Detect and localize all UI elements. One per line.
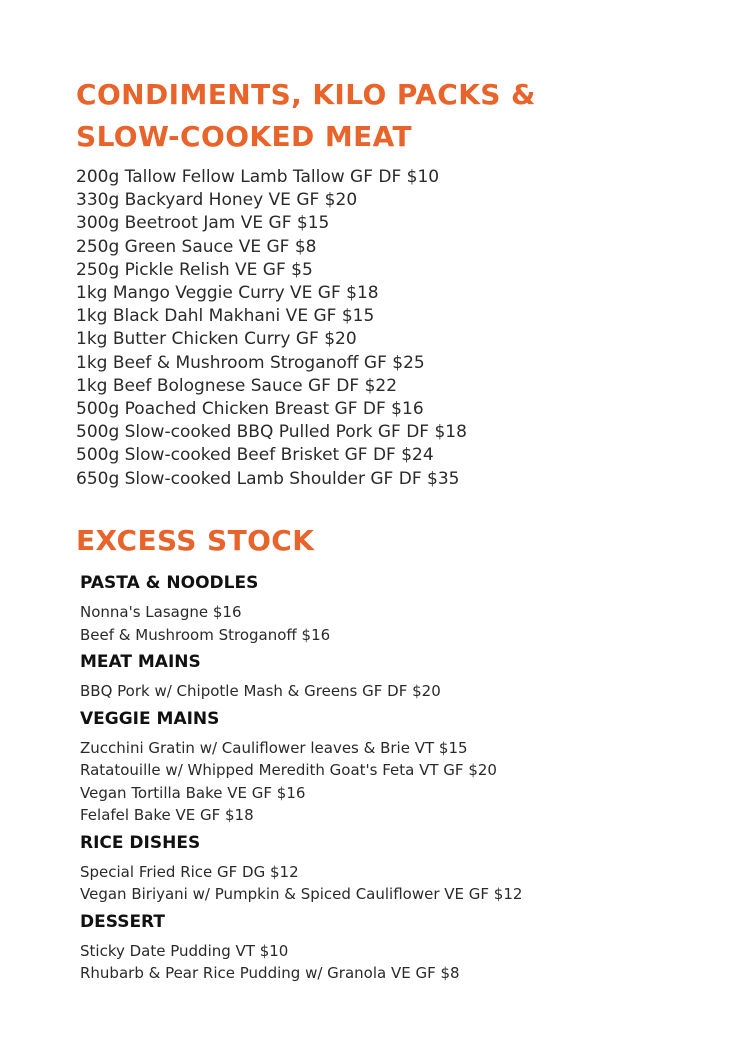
condiment-item: 250g Pickle Relish VE GF $5	[76, 259, 313, 280]
category-meat-mains	[80, 647, 720, 703]
condiments-title-line-1: CONDIMENTS, KILO PACKS &	[76, 78, 536, 111]
menu-item: BBQ Pork w/ Chipotle Mash & Greens GF DF $20	[80, 682, 441, 700]
excess-stock-section-title: EXCESS STOCK	[76, 524, 315, 557]
category-veggie-mains	[80, 704, 720, 827]
category-heading: RICE DISHES	[80, 832, 201, 853]
condiment-item: 300g Beetroot Jam VE GF $15	[76, 213, 330, 234]
condiment-item: 500g Poached Chicken Breast GF DF $16	[76, 399, 424, 420]
menu-item: Nonna's Lasagne $16	[80, 603, 242, 621]
category-heading: PASTA & NOODLES	[80, 573, 259, 593]
menu-item: Vegan Tortilla Bake VE GF $16	[80, 783, 306, 802]
condiment-item: 1kg Mango Veggie Curry VE GF $18	[76, 283, 379, 304]
category-item-list	[80, 601, 720, 646]
condiment-item: 1kg Butter Chicken Curry GF $20	[76, 329, 357, 350]
condiment-item: 1kg Black Dahl Makhani VE GF $15	[76, 306, 375, 327]
condiment-item: 500g Slow-cooked Beef Brisket GF DF $24	[76, 445, 434, 466]
category-pasta-noodles	[80, 568, 720, 646]
category-heading: VEGGIE MAINS	[80, 708, 220, 729]
menu-item: Vegan Biriyani w/ Pumpkin & Spiced Cauliflower VE GF $12	[80, 885, 523, 903]
category-item-list	[80, 680, 720, 703]
category-heading: DESSERT	[80, 911, 165, 932]
condiment-item: 200g Tallow Fellow Lamb Tallow GF DF $10	[76, 167, 440, 187]
menu-item: Ratatouille w/ Whipped Meredith Goat's Feta VT GF $20	[80, 761, 497, 779]
category-heading: MEAT MAINS	[80, 652, 201, 672]
category-rice-dishes	[80, 828, 720, 906]
condiment-item: 1kg Beef Bolognese Sauce GF DF $22	[76, 375, 398, 396]
category-item-list	[80, 737, 720, 827]
menu-item: Beef & Mushroom Stroganoff $16	[80, 625, 331, 644]
excess-stock-section	[80, 568, 720, 986]
category-item-list	[80, 940, 720, 985]
condiment-item: 330g Backyard Honey VE GF $20	[76, 190, 358, 211]
menu-item: Sticky Date Pudding VT $10	[80, 941, 289, 960]
category-dessert	[80, 907, 720, 985]
menu-item: Special Fried Rice GF DG $12	[80, 862, 299, 881]
condiment-item: 1kg Beef & Mushroom Stroganoff GF $25	[76, 352, 425, 373]
condiments-item-list	[76, 166, 467, 491]
menu-item: Rhubarb & Pear Rice Pudding w/ Granola VE GF $8	[80, 964, 460, 982]
category-item-list	[80, 861, 720, 906]
menu-item: Felafel Bake VE GF $18	[80, 806, 254, 824]
condiments-title-line-2: SLOW-COOKED MEAT	[76, 120, 413, 153]
condiment-item: 250g Green Sauce VE GF $8	[76, 236, 317, 257]
menu-item: Zucchini Gratin w/ Cauliflower leaves & Brie VT $15	[80, 738, 468, 757]
condiment-item: 500g Slow-cooked BBQ Pulled Pork GF DF $18	[76, 422, 467, 443]
condiment-item: 650g Slow-cooked Lamb Shoulder GF DF $35	[76, 468, 460, 489]
condiments-section-title	[76, 74, 536, 158]
